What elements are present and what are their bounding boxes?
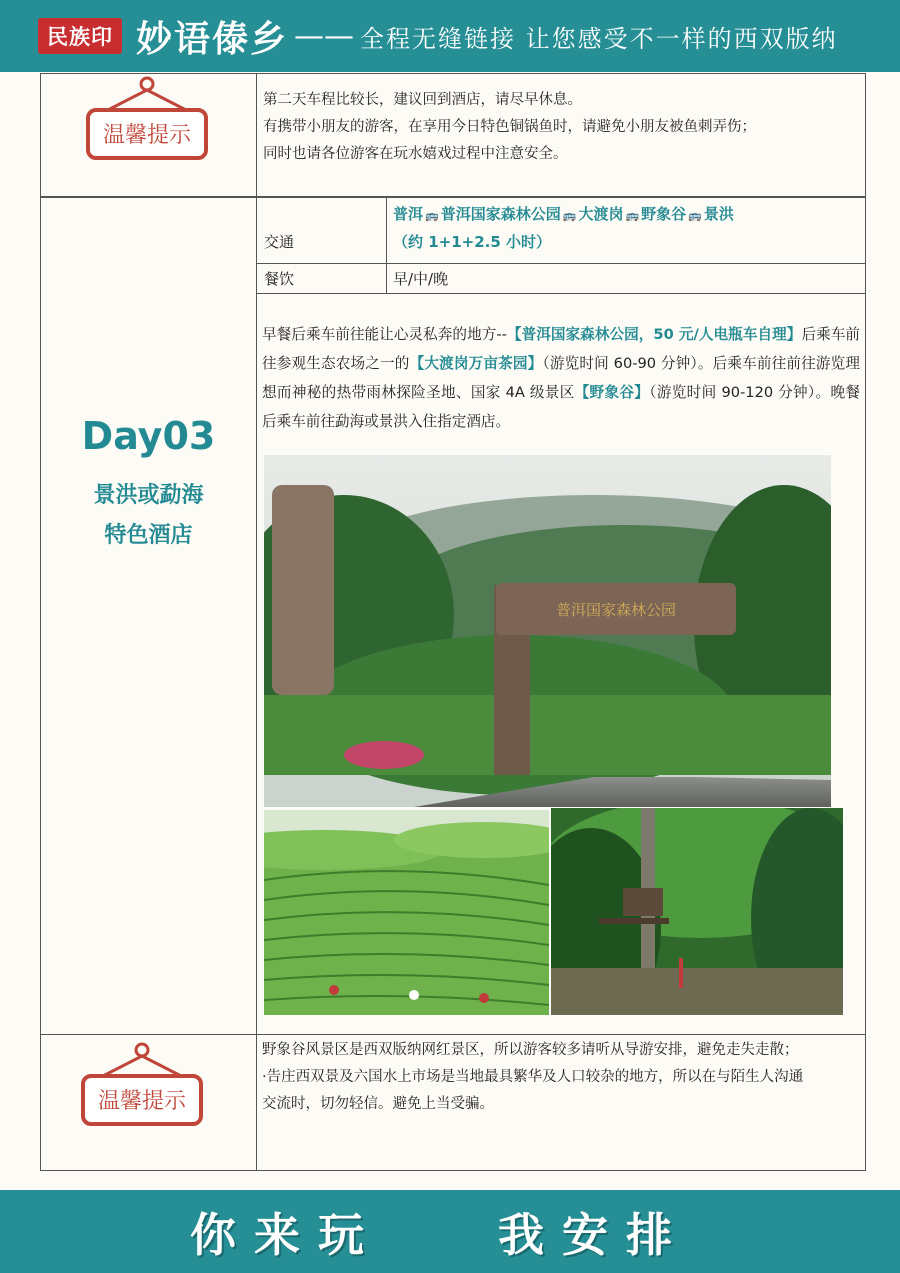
- route-line: [393, 200, 734, 230]
- bus-icon: 🚌: [625, 209, 640, 222]
- tea-garden-photo: [264, 810, 549, 1015]
- bus-icon: 🚌: [688, 209, 702, 222]
- gate-sign-text: 普洱国家森林公园: [555, 601, 677, 619]
- forest-park-gate-photo: [264, 455, 831, 807]
- tip-line: ·告庄西双景及六国水上市场是当地最具繁华及人口较杂的地方，所以在与陌生人沟通: [262, 1069, 804, 1085]
- page-header: [0, 0, 900, 72]
- meal-label: 餐饮: [264, 270, 295, 288]
- tip-line: 交流时，切勿轻信。避免上当受骗。: [262, 1096, 494, 1112]
- meal-value: 早/中/晚: [393, 270, 449, 288]
- day-hotel: 特色酒店: [104, 523, 193, 548]
- top-tip-notes: [263, 87, 863, 168]
- brand-badge: 民族印: [38, 18, 122, 54]
- tip-line: 有携带小朋友的游客，在享用今日特色铜锅鱼时，请避免小朋友被鱼刺弄伤；: [263, 119, 756, 135]
- page-footer: [0, 1190, 900, 1273]
- day-location: 景洪或勐海: [93, 483, 204, 508]
- header-title: 妙语傣乡: [136, 17, 289, 60]
- route-stop: 大渡岗: [578, 205, 624, 223]
- transport-label: 交通: [264, 233, 295, 251]
- tip-line: 同时也请各位游客在玩水嬉戏过程中注意安全。: [263, 146, 568, 162]
- bottom-tip-notes: [262, 1037, 864, 1118]
- route-stop: 景洪: [703, 205, 734, 223]
- warm-tip-sign-text: 温馨提示: [97, 1089, 187, 1114]
- desc-highlight-tea-garden: 【大渡岗万亩茶园】: [409, 355, 543, 372]
- footer-slogan-left: 你来玩: [190, 1207, 382, 1262]
- desc-text: （游览时间 60-90 分钟）。后乘车前往前往游览理想而神秘的热带雨林探险圣地、国家 4A 级景区: [262, 355, 860, 401]
- rainforest-treehouse-photo: [551, 808, 843, 1015]
- desc-highlight-wild-elephant-valley: 【野象谷】: [574, 384, 650, 401]
- warm-tip-sign-text: 温馨提示: [102, 123, 192, 148]
- tip-line: 第二天车程比较长，建议回到酒店，请尽早休息。: [263, 92, 582, 108]
- desc-text: （游览时间 90-120 分钟）。晚餐后乘车前往勐海或景洪入住指定酒店。: [262, 384, 860, 430]
- warm-tip-sign-icon: [82, 74, 212, 164]
- bus-icon: 🚌: [425, 209, 439, 222]
- route-stop: 野象谷: [641, 205, 687, 223]
- route-stop: 普洱: [393, 205, 424, 223]
- desc-text: 后乘车前往参观生态农场之一的: [262, 326, 860, 372]
- desc-text: 早餐后乘车前往能让心灵私奔的地方--: [262, 326, 507, 343]
- warm-tip-sign-icon: [77, 1040, 207, 1130]
- tip-line: 野象谷风景区是西双版纳网红景区，所以游客较多请听从导游安排，避免走失走散；: [262, 1042, 799, 1058]
- desc-highlight-forest-park: 【普洱国家森林公园，50 元/人电瓶车自理】: [506, 326, 802, 343]
- route-stop: 普洱国家森林公园: [440, 205, 561, 223]
- footer-slogan-right: 我安排: [498, 1207, 690, 1262]
- bus-icon: 🚌: [562, 209, 577, 222]
- route-time: （约 1+1+2.5 小时）: [393, 233, 552, 251]
- day-description: [262, 320, 860, 436]
- header-slogan: 全程无缝链接 让您感受不一样的西双版纳: [360, 24, 838, 53]
- day-number: Day03: [81, 414, 216, 458]
- header-dash: ——: [294, 18, 355, 54]
